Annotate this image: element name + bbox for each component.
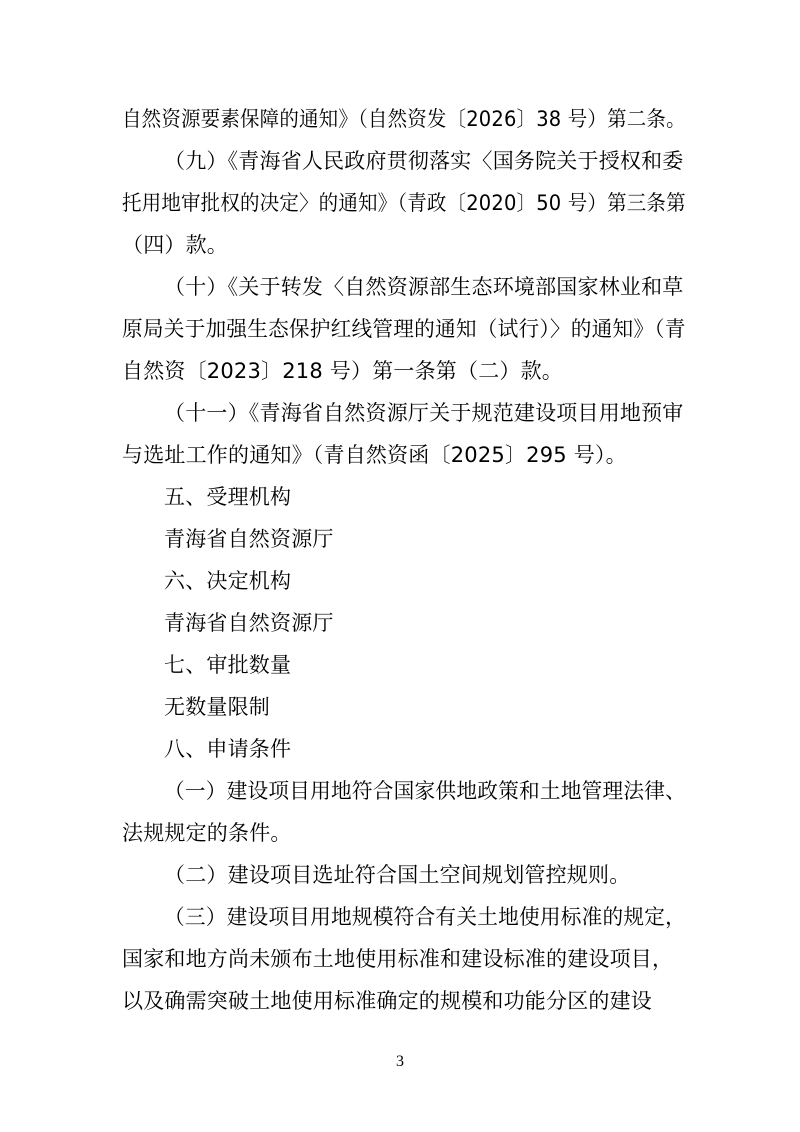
text-line: （四）款。 xyxy=(122,233,228,257)
text-line: （十）《关于转发〈自然资源部生态环境部国家林业和草 xyxy=(164,275,684,299)
text-line: 以及确需突破土地使用标准确定的规模和功能分区的建设 xyxy=(122,989,652,1013)
text-line: 国家和地方尚未颁布土地使用标准和建设标准的建设项目， xyxy=(122,947,674,971)
text-line: （一）建设项目用地符合国家供地政策和土地管理法律、 xyxy=(164,779,686,803)
section-heading: 五、受理机构 xyxy=(164,485,292,509)
section-heading: 八、申请条件 xyxy=(164,737,292,761)
text-line: 无数量限制 xyxy=(164,695,270,719)
text-line: 与选址工作的通知》（青自然资函〔2025〕295 号）。 xyxy=(122,443,627,467)
text-line: 自然资源要素保障的通知》（自然资发〔2026〕38 号）第二条。 xyxy=(122,107,686,131)
text-line: 青海省自然资源厅 xyxy=(164,527,334,551)
text-line: （十一）《青海省自然资源厅关于规范建设项目用地预审 xyxy=(164,401,684,425)
text-line: 托用地审批权的决定〉的通知》（青政〔2020〕50 号）第三条第 xyxy=(122,191,686,215)
section-heading: 七、审批数量 xyxy=(164,653,292,677)
text-line: （三）建设项目用地规模符合有关土地使用标准的规定， xyxy=(164,905,686,929)
text-line: 自然资〔2023〕218 号）第一条第（二）款。 xyxy=(122,359,563,383)
text-line: （九）《青海省人民政府贯彻落实〈国务院关于授权和委 xyxy=(164,149,684,173)
text-line: 法规规定的条件。 xyxy=(122,821,292,845)
text-line: 青海省自然资源厅 xyxy=(164,611,334,635)
text-line: 原局关于加强生态保护红线管理的通知（试行）〉的通知》（青 xyxy=(122,317,686,341)
section-heading: 六、决定机构 xyxy=(164,569,292,593)
page-number: 3 xyxy=(396,1053,404,1070)
text-line: （二）建设项目选址符合国土空间规划管控规则。 xyxy=(164,863,631,887)
